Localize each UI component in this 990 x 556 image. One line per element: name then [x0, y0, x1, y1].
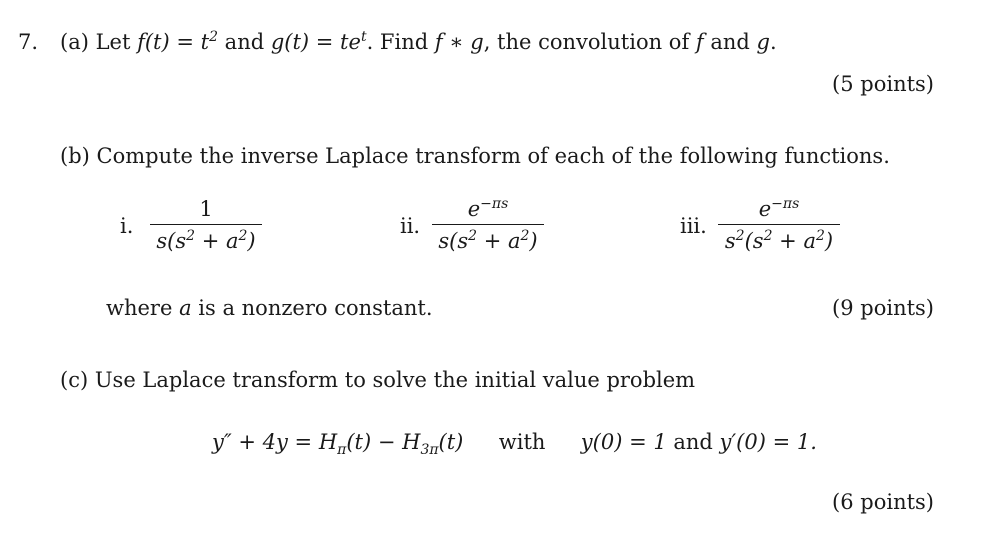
- g-definition: $g(t) = te^t$: [270, 29, 367, 54]
- part-c-prompt: Use Laplace transform to solve the initial value problem: [94, 368, 696, 392]
- part-a-points: (5 points): [832, 72, 934, 96]
- with-word: with: [498, 430, 546, 454]
- part-c-statement: [60, 368, 695, 392]
- fraction-iii: $e^{-\pi s}$ $s^2(s^2 + a^2)$: [718, 197, 840, 253]
- part-c-points: (6 points): [832, 490, 934, 514]
- fraction-ii: $e^{-\pi s}$ $s(s^2 + a^2)$: [432, 197, 544, 253]
- part-b-points: (9 points): [832, 296, 934, 320]
- f-definition: $f(t) = t^2$: [137, 29, 218, 54]
- part-b-where: where a is a nonzero constant.: [106, 296, 433, 320]
- part-b-label: (b): [60, 144, 90, 168]
- part-b-statement: [60, 144, 890, 168]
- fraction-i: 1 $s(s^2 + a^2)$: [150, 197, 262, 253]
- part-a-statement: (a) Let $f(t) = t^2$ and $g(t) = te^t$. Find f ∗ g, the convolution of f and g.: [60, 29, 777, 54]
- item-iii-label: iii.: [680, 214, 707, 238]
- ivp-equation: $y'' + 4y = H_\pi(t) - H_{3\pi}(t)$ with y(0) = 1 and y′(0) = 1.: [212, 430, 817, 459]
- part-b-prompt: Compute the inverse Laplace transform of each of the following functions.: [96, 144, 890, 168]
- item-i-label: i.: [120, 214, 134, 238]
- part-a-label: (a): [60, 30, 89, 54]
- convolution-expr: f ∗ g: [434, 30, 484, 54]
- initial-condition-1: y(0) = 1: [580, 430, 667, 454]
- initial-condition-2: y′(0) = 1.: [719, 430, 817, 454]
- part-a-let: Let: [95, 30, 138, 54]
- problem-number: 7.: [18, 30, 39, 54]
- part-c-label: (c): [60, 368, 89, 392]
- item-ii-label: ii.: [400, 214, 421, 238]
